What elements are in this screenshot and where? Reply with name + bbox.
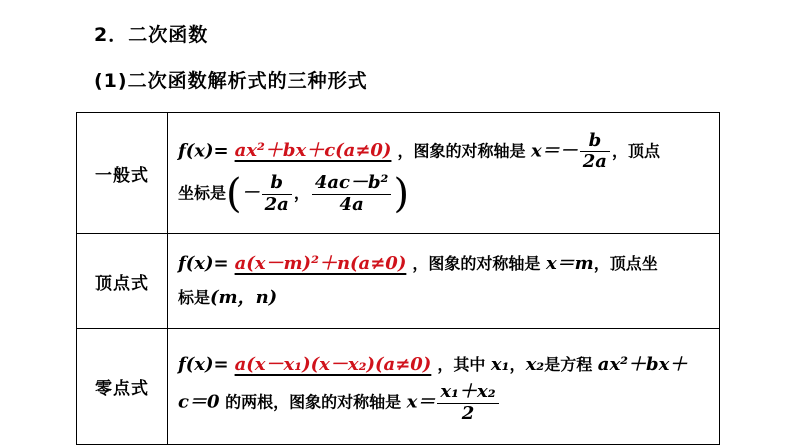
zero-prefix: f(x)= — [178, 354, 229, 376]
row-content-general — [168, 113, 720, 234]
vertex-line-1 — [178, 247, 713, 281]
table-row-general — [77, 113, 720, 234]
general-line-1 — [178, 131, 713, 173]
quadratic-forms-table — [76, 112, 720, 445]
vertex-y-fraction — [312, 173, 392, 215]
vertex-point: (m，n) — [210, 287, 278, 308]
general-text-2: ，顶点 — [611, 141, 660, 161]
vertex-x-num: b — [262, 173, 292, 195]
zero-text-2: 是方程 — [544, 355, 593, 375]
vertex-answer: a(x－m)²＋n(a≠0) — [234, 253, 407, 274]
zero-equation-2: c＝0 — [178, 392, 220, 413]
zero-text-1: ，其中 — [437, 355, 486, 375]
row-content-vertex — [168, 234, 720, 329]
general-axis-lhs: x＝－ — [531, 140, 578, 162]
vertex-y-num: 4ac－b² — [312, 173, 392, 195]
zero-sep: ， — [509, 355, 526, 375]
right-paren: ) — [393, 171, 410, 218]
general-axis-fraction — [580, 131, 610, 173]
general-prefix: f(x)= — [178, 140, 229, 162]
subsection-heading: (1)二次函数解析式的三种形式 — [94, 70, 368, 92]
vertex-text-3: 标是 — [178, 288, 211, 307]
vertex-text-2: ，顶点坐 — [593, 254, 658, 273]
row-label-zero: 零点式 — [77, 329, 168, 445]
zero-axis-lhs: x＝ — [406, 392, 436, 413]
vertex-y-den: 4a — [339, 193, 364, 215]
general-answer: ax²＋bx＋c(a≠0) — [234, 140, 392, 162]
zero-axis-fraction — [437, 382, 498, 424]
vertex-axis: x＝m — [545, 253, 594, 274]
general-axis-num: b — [580, 131, 610, 153]
zero-line-1 — [178, 348, 713, 382]
row-label-vertex: 顶点式 — [77, 234, 168, 329]
table-row-vertex — [77, 234, 720, 329]
vertex-comma: ， — [293, 183, 310, 203]
vertex-x-fraction — [262, 173, 292, 215]
zero-x2: x₂ — [525, 354, 545, 376]
general-axis-den: 2a — [582, 151, 607, 173]
vertex-x-den: 2a — [264, 193, 289, 215]
zero-axis-num: x₁＋x₂ — [437, 382, 498, 404]
vertex-x-sign: － — [241, 182, 260, 204]
vertex-text-1: ，图象的对称轴是 — [412, 254, 541, 273]
zero-axis-den: 2 — [461, 403, 475, 424]
general-text-3: 坐标是 — [178, 183, 227, 203]
zero-x1: x₁ — [490, 354, 510, 376]
section-heading: 2．二次函数 — [94, 24, 209, 46]
vertex-prefix: f(x)= — [178, 253, 229, 274]
row-content-zero — [168, 329, 720, 445]
zero-line-2 — [178, 382, 713, 424]
row-label-general: 一般式 — [77, 113, 168, 234]
zero-equation: ax²＋bx＋ — [597, 354, 688, 376]
zero-text-3: 的两根，图象的对称轴是 — [225, 393, 402, 412]
general-line-2 — [178, 171, 713, 218]
table-row-zero — [77, 329, 720, 445]
vertex-line-2 — [178, 281, 713, 315]
zero-answer: a(x－x₁)(x－x₂)(a≠0) — [234, 354, 432, 376]
left-paren: ( — [226, 171, 242, 218]
general-text-1: ，图象的对称轴是 — [397, 141, 526, 161]
